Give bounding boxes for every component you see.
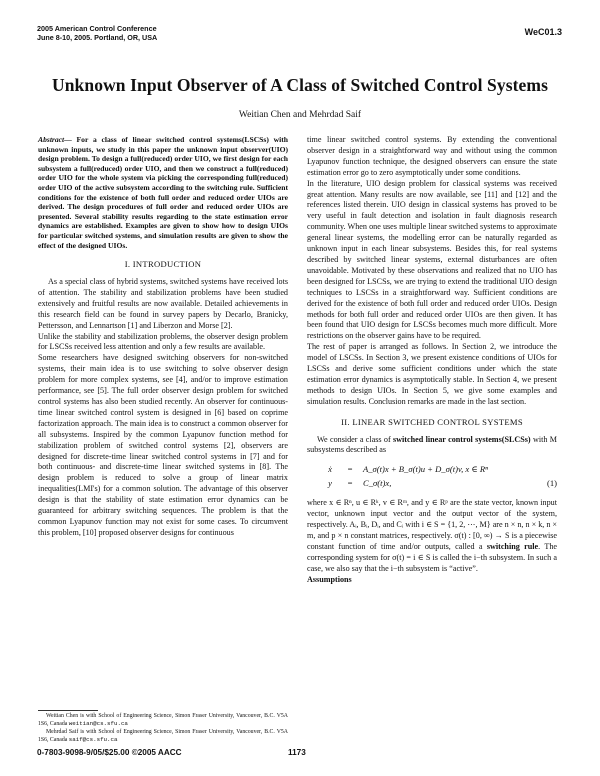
section-heading-lscs: II. LINEAR SWITCHED CONTROL SYSTEMS [341, 416, 523, 427]
intro-paragraph: time linear switched control systems. By extending the conventional observer design in a straightforward way and without using the common Lyapunov function technique, the designed observers can ensure the state estimation error go to zero asymptotically under some conditions. [307, 135, 557, 177]
lscs-definitions [307, 498, 557, 574]
lscs-intro [307, 435, 557, 457]
conference-name: 2005 American Control Conference [37, 24, 157, 33]
lscs-intro-text: We consider a class of [317, 434, 394, 444]
conference-header [37, 24, 157, 42]
footnotes [38, 713, 288, 745]
equation-line [323, 478, 391, 489]
footnote-author-2 [38, 729, 288, 745]
intro-paragraph: The rest of paper is arranged as follows. In Section 2, we introduce the model of LSCSs. In Section 3, we present existence conditions of UIOs for LSCSs and derive some sufficient conditions under which the state estimation error dynamics is asymptotically stable. In Section 4, we present methods to design UIOs. In Section 5, we give some examples and simulation results. Conclusion remarks are made in the last section. [307, 342, 557, 406]
paper-authors: Weitian Chen and Mehrdad Saif [238, 110, 362, 120]
equation-number: (1) [546, 478, 557, 489]
footer-isbn: 0-7803-9098-9/05/$25.00 ©2005 AACC [37, 748, 182, 757]
intro-paragraph: As a special class of hybrid systems, switched systems have received lots of attention. The stability and stabilization problems have been studied extensively and fruitful results are now available. Detailed achievements in this research field can be found in survey papers by Decarlo, Branicky, Pettersson, and Lennartson [1] and Liberzon and Morse [2]. [38, 277, 288, 330]
equation-sign: = [347, 478, 353, 489]
lscs-intro-text: with M subsystems described as [307, 434, 557, 455]
lscs-definition-text: where x ∈ Rⁿ, u ∈ Rᵏ, v ∈ Rᵐ, and y ∈ Rᵖ are the state vector, known input vector, unknown input vector and the output vector of the system, respectively. Aᵢ, Bᵢ, Dᵢ, and Cᵢ with i ∈ S = {1, 2, ⋯, M} are n × n, n × k, n × m, and p × n constant matrices, respectively. σ(t) : [0, ∞) → S is a piecewise constant function of time and/or outputs, called a [307, 498, 557, 551]
intro-paragraph: In the literature, UIO design problem for classical systems was received great attention. Many results are now available, see [11] and [12] and the references listed therein. UIO design in classical systems has proved to be very useful in fault detection and isolation in fault diagnosis research community. When one uses multiple linear switched systems to approximate general linear systems, the modelling error can be naturally regarded as unknown input in each linear subsystems. Besides this, for real systems described by switched linear systems, external disturbances are often unavoidable. Motivated by these observations and realized that no UIO has been designed for LSCSs, we are trying to extend the traditional UIO design techniques to LSCSs in a straightforward way. Sufficient conditions are derived for the existence of both full order and reduced order UIOs. Design methods for both full order and reduced order UIOs are then given. It has been found that UIO design for LSCSs becomes much more difficult. More restrictions on the observer gains have to be required. [307, 178, 557, 341]
equation-rhs: C_σ(t)x, [363, 478, 392, 489]
conference-date-place: June 8-10, 2005. Portland, OR, USA [37, 33, 158, 42]
footnote-text: Weitian Chen is with School of Engineering Science, Simon Fraser University, Vancouver, B.C. V5A 1S6, Canada [38, 713, 288, 728]
abstract [38, 135, 288, 250]
footnote-divider [38, 710, 98, 711]
equation-1 [307, 464, 557, 492]
equation-lhs: ẋ [328, 464, 332, 475]
session-code: WeC01.3 [524, 27, 562, 37]
assumptions-heading: Assumptions [307, 574, 352, 584]
footnote-text: Mehrdad Saif is with School of Engineering Science, Simon Fraser University, Vancouver, B.C. V5A 1S6, Canada [38, 728, 288, 744]
author-email-link[interactable]: weitian@cs.sfu.ca [68, 720, 128, 728]
equation-rhs: A_σ(t)x + B_σ(t)u + D_σ(t)v, x ∈ Rⁿ [363, 464, 488, 475]
lscs-term: switched linear control systems(SLCSs) [393, 434, 531, 444]
equation-line [323, 464, 488, 475]
footnote-author-1 [38, 713, 288, 729]
author-email-link[interactable]: saif@cs.sfu.ca [68, 736, 118, 744]
page-number: 1173 [288, 748, 306, 757]
right-column [307, 135, 557, 586]
paper-title: Unknown Input Observer of A Class of Switched Control Systems [51, 75, 548, 95]
abstract-lead: Abstract [38, 135, 65, 144]
intro-paragraph: Some researchers have designed switching observers for non-switched systems, their main idea is to use switching to solve observer design problem for more complex systems, see [4], and/or to improve estimation performance, see [5]. The full order observer design problem for switched control systems has also been studied recently. An observer for continuous-time linear switched control system is designed in [6] based on coprime factorization approach. The main idea is to construct a common observer for all subsystems. Inspired by the common Lyapunov function method for stabilization problem of switched control systems [2], observers are designed for discrete-time linear switched control systems in [7] and for both continuous- and discrete-time linear switched systems in [8]. The design problem is reduced to solve a group of linear matrix inequalities(LMI's) for a common solution. The advantage of this observer design is that the stability of state estimation error dynamics can be guaranteed for arbitrary switching sequences. The problem is that the common Lyapunov function may not exist for some cases. To circumvent this problem, [10] proposed observer designs for continuous [38, 353, 288, 537]
abstract-text: — For a class of linear switched control systems(LSCSs) with unknown inputs, we study in this paper the unknown input observer(UIO) design problem. To design a full(reduced) order UIO, we first design for each subsystem a full(reduced) order UIO, and then we construct a full(reduced) order UIO for the whole system via picking the corresponding full(reduced) order UIO of the active subsystem according to the switching rule. Sufficient conditions for the existence of both full order and reduced order UIOs are derived. The design procedures of full order and reduced order UIOs are presented. Several stability results regarding to the state estimation error dynamics are established. Examples are given to show how to design UIOs for particular switched systems, and simulation results are given to show the effect of the designed UIOs. [38, 135, 288, 250]
left-column [38, 135, 288, 539]
section-heading-introduction: I. INTRODUCTION [124, 259, 202, 270]
lscs-definition-text: . The corresponding system for σ(t) = i ∈ S is called the i−th subsystem. In such a case, we also say that the i−th subsystem is “active”. [307, 542, 557, 573]
equation-sign: = [347, 464, 353, 475]
equation-lhs: y [328, 478, 332, 489]
switching-rule-term: switching rule [486, 542, 539, 551]
intro-paragraph: Unlike the stability and stabilization problems, the observer design problem for LSCSs received less attention and only a few results are available. [38, 331, 288, 352]
